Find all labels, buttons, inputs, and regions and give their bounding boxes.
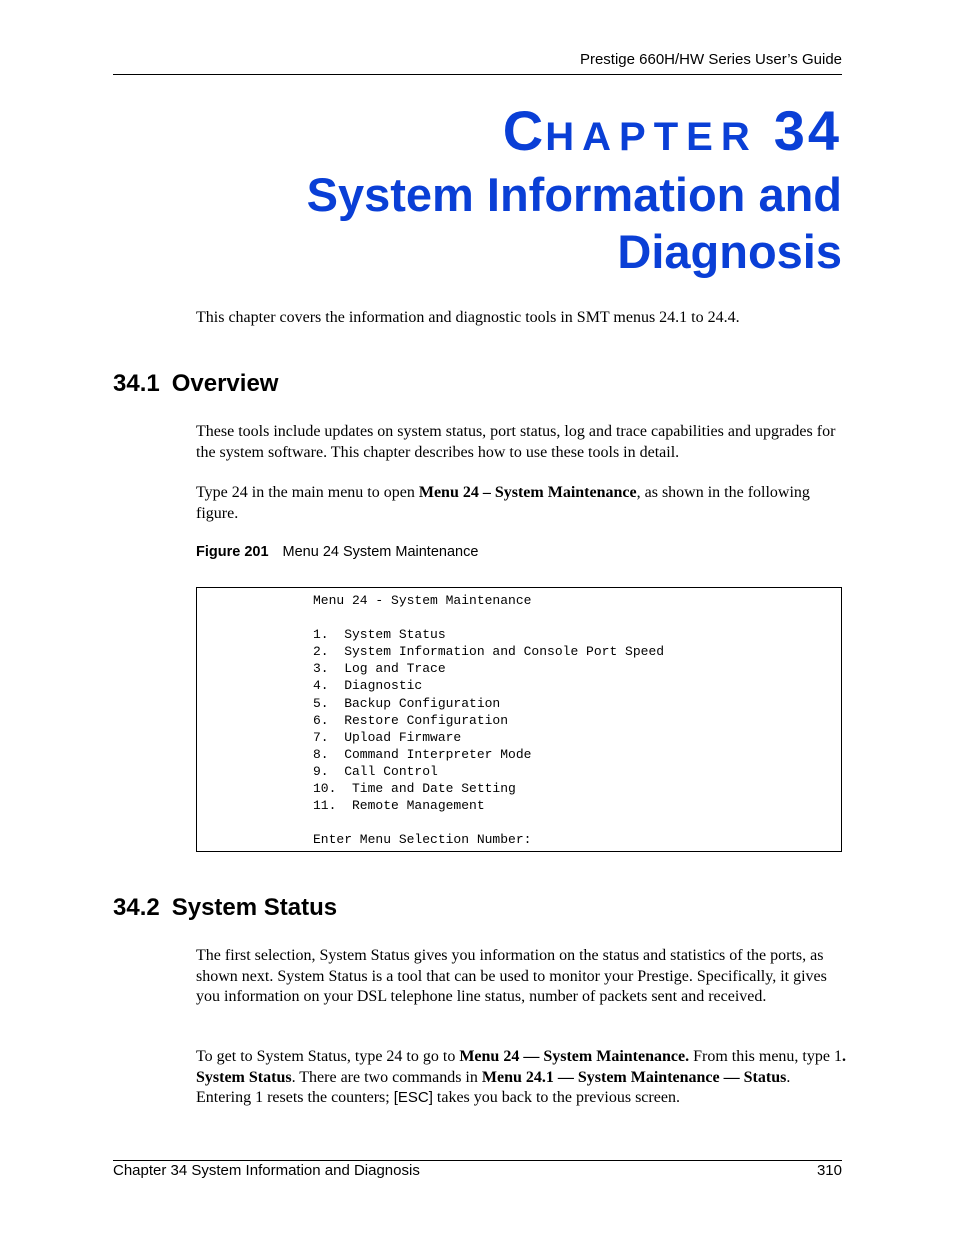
overview-paragraph-2 [196,483,846,524]
running-header: Prestige 660H/HW Series User’s Guide [579,51,842,68]
esc-key-label: [ESC] [393,1089,433,1106]
section-number: 34.2 [113,894,160,921]
bold-menu-name: Menu 24 – System Maintenance [418,484,637,501]
text-run: takes you back to the previous screen. [432,1089,680,1106]
menu-item: 5. Backup Configuration [313,695,501,711]
section-heading-system-status [113,894,337,922]
bold-menu-name: Menu 24 — System Maintenance. [459,1048,690,1065]
chapter-number: 34 [773,99,842,162]
text-run: From this menu, type 1 [689,1048,842,1065]
menu-item: 11. Remote Management [313,798,485,814]
menu-item: 8. Command Interpreter Mode [313,746,532,762]
chapter-title [142,166,842,280]
menu-screen-title: Menu 24 - System Maintenance [313,593,532,608]
page-number: 310 [816,1162,842,1179]
chapter-title-line2: Diagnosis [617,225,842,278]
status-paragraph-1: The first selection, System Status gives you information on the status and statistics of the ports, as shown next. System Status is a tool that can be used to monitor your Prestige. Specifically, it gives you information on your DSL telephone line status, number of packets sent and received. [196,947,827,1005]
bold-menu-name: . System Status [196,1048,846,1086]
bold-menu-name: Menu 24.1 — System Maintenance — Status [481,1068,787,1086]
figure-caption [196,544,478,560]
chapter-small-caps: HAPTER [545,115,758,159]
section-number: 34.1 [113,370,160,397]
intro-paragraph: This chapter covers the information and diagnostic tools in SMT menus 24.1 to 24.4. [196,309,740,326]
menu-screen-figure [196,587,842,852]
menu-item: 1. System Status [313,627,446,643]
menu-item: 10. Time and Date Setting [313,781,516,797]
section-title: Overview [171,370,279,397]
text-run: To get to System Status, type 24 to go to [196,1048,460,1065]
menu-item: 2. System Information and Console Port Speed [313,644,665,660]
footer-rule [113,1160,842,1161]
menu-item: 4. Diagnostic [313,678,423,694]
text-run: . Entering 1 resets the counters; [196,1068,791,1106]
chapter-title-line1: System Information and [306,168,842,221]
text-run: , as shown in the following figure. [196,484,810,522]
text-run: Type 24 in the main menu to open [196,484,419,501]
menu-item: 6. Restore Configuration [313,712,509,728]
footer-chapter-title: Chapter 34 System Information and Diagnosis [113,1162,420,1179]
chapter-label [503,98,842,163]
menu-prompt: Enter Menu Selection Number: [313,832,532,848]
text-run: . There are two commands in [291,1068,482,1086]
overview-paragraph-1: These tools include updates on system status, port status, log and trace capabilities and upgrades for the system software. This chapter describes how to use these tools in detail. [196,423,836,461]
figure-caption-text: Menu 24 System Maintenance [282,544,479,560]
status-paragraph-2 [196,1047,846,1109]
menu-item: 3. Log and Trace [313,661,446,677]
section-heading-overview [113,370,278,398]
menu-screen-text [313,592,664,848]
figure-label: Figure 201 [196,544,269,560]
chapter-cap-letter: C [502,99,546,162]
header-rule [113,74,842,75]
menu-item: 7. Upload Firmware [313,729,462,745]
section-title: System Status [171,894,338,921]
menu-item: 9. Call Control [313,763,438,779]
